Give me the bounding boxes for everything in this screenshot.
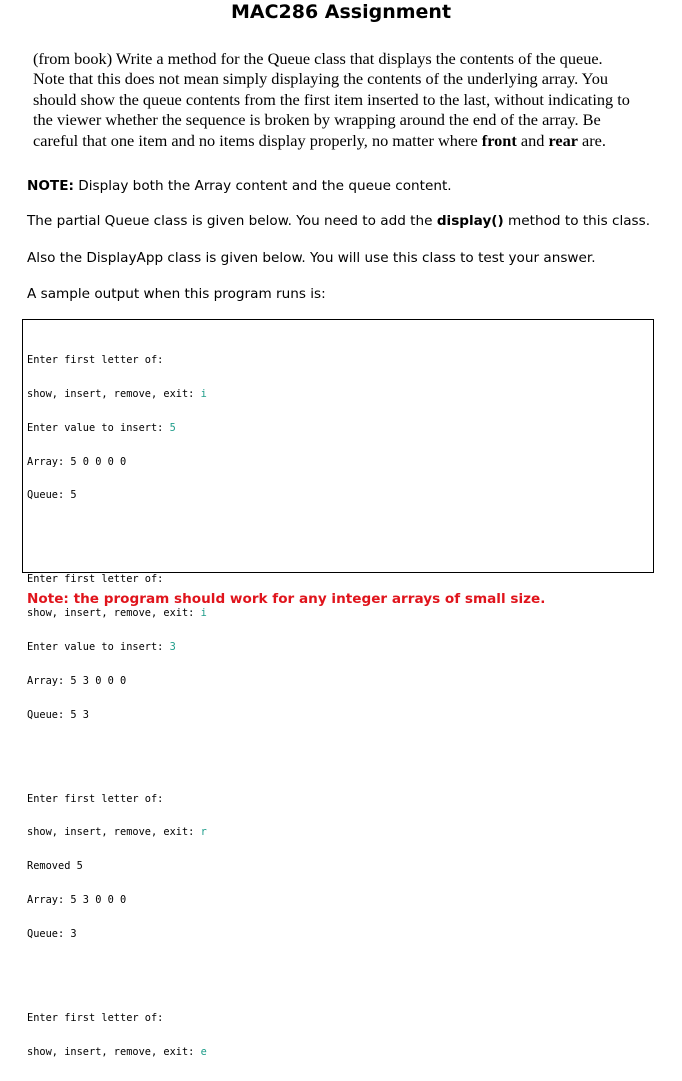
user-input: i bbox=[200, 387, 207, 400]
user-input: i bbox=[200, 607, 207, 620]
array-line: Array: 5 0 0 0 0 bbox=[27, 455, 127, 468]
sample-intro: A sample output when this program runs is: bbox=[27, 286, 326, 302]
queue-line: Queue: 3 bbox=[27, 928, 77, 941]
menu-line bbox=[27, 827, 653, 838]
front-keyword: front bbox=[481, 130, 517, 150]
user-value: 3 bbox=[169, 641, 176, 654]
intro-end: are. bbox=[577, 130, 606, 150]
prompt-line: Enter first letter of: bbox=[27, 353, 164, 366]
user-input: r bbox=[200, 826, 207, 839]
menu-line bbox=[27, 1047, 653, 1058]
value-line bbox=[27, 642, 653, 653]
menu-line bbox=[27, 389, 653, 400]
value-line bbox=[27, 423, 653, 434]
sample-output bbox=[27, 321, 653, 1081]
partial-text2: method to this class. bbox=[503, 213, 651, 229]
footer-note: Note: the program should work for any integer arrays of small size. bbox=[27, 591, 546, 607]
rear-keyword: rear bbox=[548, 130, 578, 150]
partial-text1: The partial Queue class is given below. You need to add the bbox=[27, 213, 437, 229]
partial-class-line bbox=[27, 212, 650, 230]
display-method: display() bbox=[436, 213, 504, 229]
intro-paragraph bbox=[33, 49, 633, 151]
menu-text: show, insert, remove, exit: bbox=[27, 1045, 201, 1058]
queue-line: Queue: 5 3 bbox=[27, 708, 89, 721]
value-prompt: Enter value to insert: bbox=[27, 421, 170, 434]
display-app-line: Also the DisplayApp class is given below. You will use this class to test your answer. bbox=[27, 250, 596, 266]
menu-text: show, insert, remove, exit: bbox=[27, 387, 201, 400]
removed-line: Removed 5 bbox=[27, 860, 83, 873]
prompt-line: Enter first letter of: bbox=[27, 573, 164, 586]
menu-line bbox=[27, 608, 653, 619]
value-prompt: Enter value to insert: bbox=[27, 641, 170, 654]
note-text: Display both the Array content and the queue content. bbox=[73, 178, 452, 194]
intro-text: (from book) Write a method for the Queue class that displays the contents of the queue. Note that this does not mean simply displaying the contents of the underlying array. You should show the queue contents from the first item inserted to the last, without indicating to the viewer whether the sequence is broken by wrapping around the end of the array. Be careful that one item and no items display properly, no matter where bbox=[33, 49, 630, 150]
user-input: e bbox=[200, 1045, 207, 1058]
page-title: MAC286 Assignment bbox=[230, 1, 452, 23]
menu-text: show, insert, remove, exit: bbox=[27, 607, 201, 620]
note-label: NOTE: bbox=[27, 178, 74, 194]
array-line: Array: 5 3 0 0 0 bbox=[27, 894, 127, 907]
array-line: Array: 5 3 0 0 0 bbox=[27, 674, 127, 687]
prompt-line: Enter first letter of: bbox=[27, 1011, 164, 1024]
intro-and: and bbox=[516, 130, 549, 150]
queue-line: Queue: 5 bbox=[27, 489, 77, 502]
note-line bbox=[27, 177, 452, 195]
menu-text: show, insert, remove, exit: bbox=[27, 826, 201, 839]
prompt-line: Enter first letter of: bbox=[27, 792, 164, 805]
user-value: 5 bbox=[169, 421, 176, 434]
